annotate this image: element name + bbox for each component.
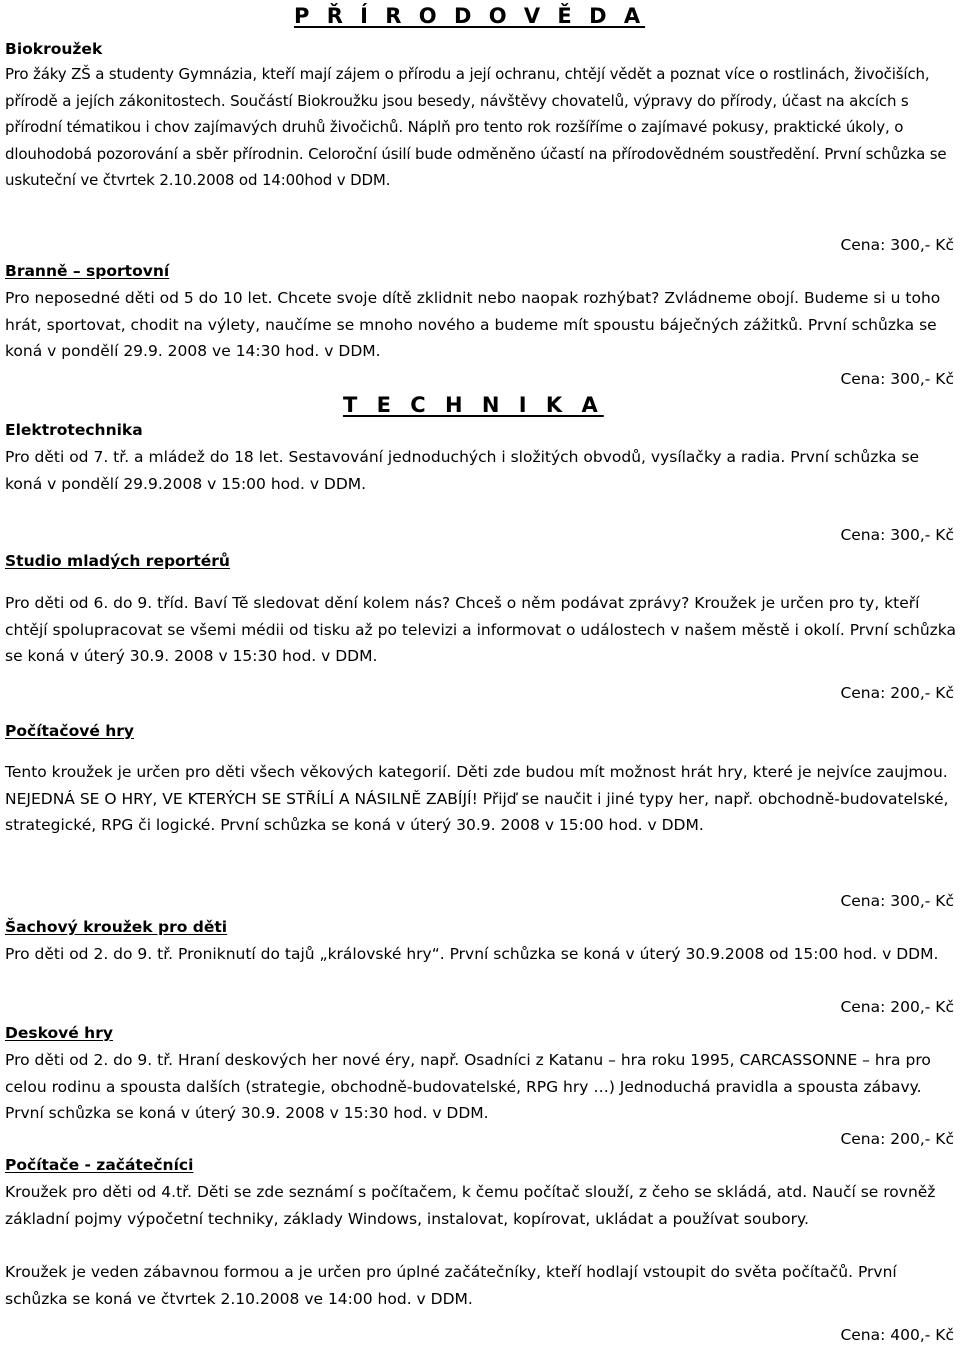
section-text-studio-reporteru: Pro děti od 6. do 9. tříd. Baví Tě sledovat dění kolem nás? Chceš o něm podávat zprávy? Kroužek je určen pro ty, kteří chtějí spolupracovat se všemi médii od tisku až po televizi a informovat o událostech v našem městě i okolí. První schůzka se koná v úterý 30.9. 2008 v 15:30 hod. v DDM. bbox=[5, 594, 956, 665]
section-title-elektrotechnika: Elektrotechnika bbox=[5, 421, 143, 439]
section-text-elektrotechnika: Pro děti od 7. tř. a mládež do 18 let. Sestavování jednoduchých i složitých obvodů, vysílačky a radia. První schůzka se koná v pondělí 29.9.2008 v 15:00 hod. v DDM. bbox=[5, 448, 920, 493]
section-text-pocitace-zacatecnici-2: Kroužek je veden zábavnou formou a je určen pro úplné začátečníky, kteří hodlají vstoupit do světa počítačů. První schůzka se koná ve čtvrtek 2.10.2008 ve 14:00 hod. v DDM. bbox=[5, 1263, 897, 1308]
heading-technika: T E C H N I K A bbox=[343, 393, 604, 417]
section-title-pocitace-zacatecnici bbox=[5, 1156, 193, 1174]
section-title-pocitacove-hry: Počítačové hry bbox=[5, 722, 135, 740]
section-text-sachovy-krouzek: Pro děti od 2. do 9. tř. Proniknutí do tajů „královské hry“. První schůzka se koná v úterý 30.9.2008 od 15:00 hod. v DDM. bbox=[5, 945, 939, 963]
section-title-text: Počítače - začátečníci bbox=[5, 1156, 194, 1174]
price-studio-reporteru: Cena: 200,- Kč bbox=[840, 684, 954, 702]
section-text-branne-sportovni: Pro neposedné děti od 5 do 10 let. Chcete svoje dítě zklidnit nebo naopak rozhýbat? Zvládneme obojí. Budeme si u toho hrát, sportovat, chodit na výlety, naučíme se mnoho nového a budeme mít spoustu báječných zážitků. První schůzka se koná v pondělí 29.9. 2008 ve 14:30 hod. v DDM. bbox=[5, 289, 941, 360]
price-pocitace-zacatecnici: Cena: 400,- Kč bbox=[840, 1326, 954, 1344]
section-text-pocitace-zacatecnici: Kroužek pro děti od 4.tř. Děti se zde seznámí s počítačem, k čemu počítač slouží, z čeho se skládá, atd. Naučí se rovněž základní pojmy výpočetní techniky, základy Windows, instalovat, kopírovat, ukládat a používat soubory. bbox=[5, 1183, 936, 1228]
section-text-pocitacove-hry: Tento kroužek je určen pro děti všech věkových kategorií. Děti zde budou mít možnost hrát hry, které je nejvíce zaujmou. NEJEDNÁ SE O HRY, VE KTERÝCH SE STŘÍLÍ A NÁSILNĚ ZABÍJÍ! Přijď se naučit i jiné typy her, např. obchodně-budovatelské, strategické, RPG či logické. První schůzka se koná v úterý 30.9. 2008 v 15:00 hod. v DDM. bbox=[5, 763, 949, 834]
section-title-branne-sportovni: Branně – sportovní bbox=[5, 262, 170, 280]
heading-prirodoveda: P Ř Í R O D O V Ě D A bbox=[294, 4, 646, 28]
price-pocitacove-hry: Cena: 300,- Kč bbox=[840, 892, 954, 910]
price-biokrouzek: Cena: 300,- Kč bbox=[840, 236, 954, 254]
section-title-studio-reporteru: Studio mladých reportérů bbox=[5, 552, 230, 570]
price-sachovy-krouzek: Cena: 200,- Kč bbox=[840, 998, 954, 1016]
price-branne-sportovni: Cena: 300,- Kč bbox=[840, 370, 954, 388]
section-title-biokrouzek: Biokroužek bbox=[5, 40, 103, 58]
section-title-sachovy-krouzek: Šachový kroužek pro děti bbox=[5, 918, 228, 936]
section-text-deskove-hry: Pro děti od 2. do 9. tř. Hraní deskových her nové éry, např. Osadníci z Katanu – hra roku 1995, CARCASSONNE – hra pro celou rodinu a spousta dalších (strategie, obchodně-budovatelské, RPG hry …) Jednoduchá pravidla a spousta zábavy. První schůzka se koná v úterý 30.9. 2008 v 15:30 hod. v DDM. bbox=[5, 1051, 931, 1122]
section-title-deskove-hry: Deskové hry bbox=[5, 1024, 113, 1042]
section-text-biokrouzek: Pro žáky ZŠ a studenty Gymnázia, kteří mají zájem o přírodu a její ochranu, chtějí vědět a poznat více o rostlinách, živočiších, přírodě a jejích zákonitostech. Součástí Biokroužku jsou besedy, návštěvy chovatelů, výpravy do přírody, účast na akcích s přírodní tématikou i chov zajímavých druhů živočichů. Náplň pro tento rok rozšíříme o zajímavé pokusy, praktické úkoly, o dlouhodobá pozorování a sběr přírodnin. Celoroční úsilí bude odměněno účastí na přírodovědném soustředění. První schůzka se uskuteční ve čtvrtek 2.10.2008 od 14:00hod v DDM. bbox=[5, 65, 947, 189]
price-deskove-hry: Cena: 200,- Kč bbox=[840, 1130, 954, 1148]
price-elektrotechnika: Cena: 300,- Kč bbox=[840, 526, 954, 544]
